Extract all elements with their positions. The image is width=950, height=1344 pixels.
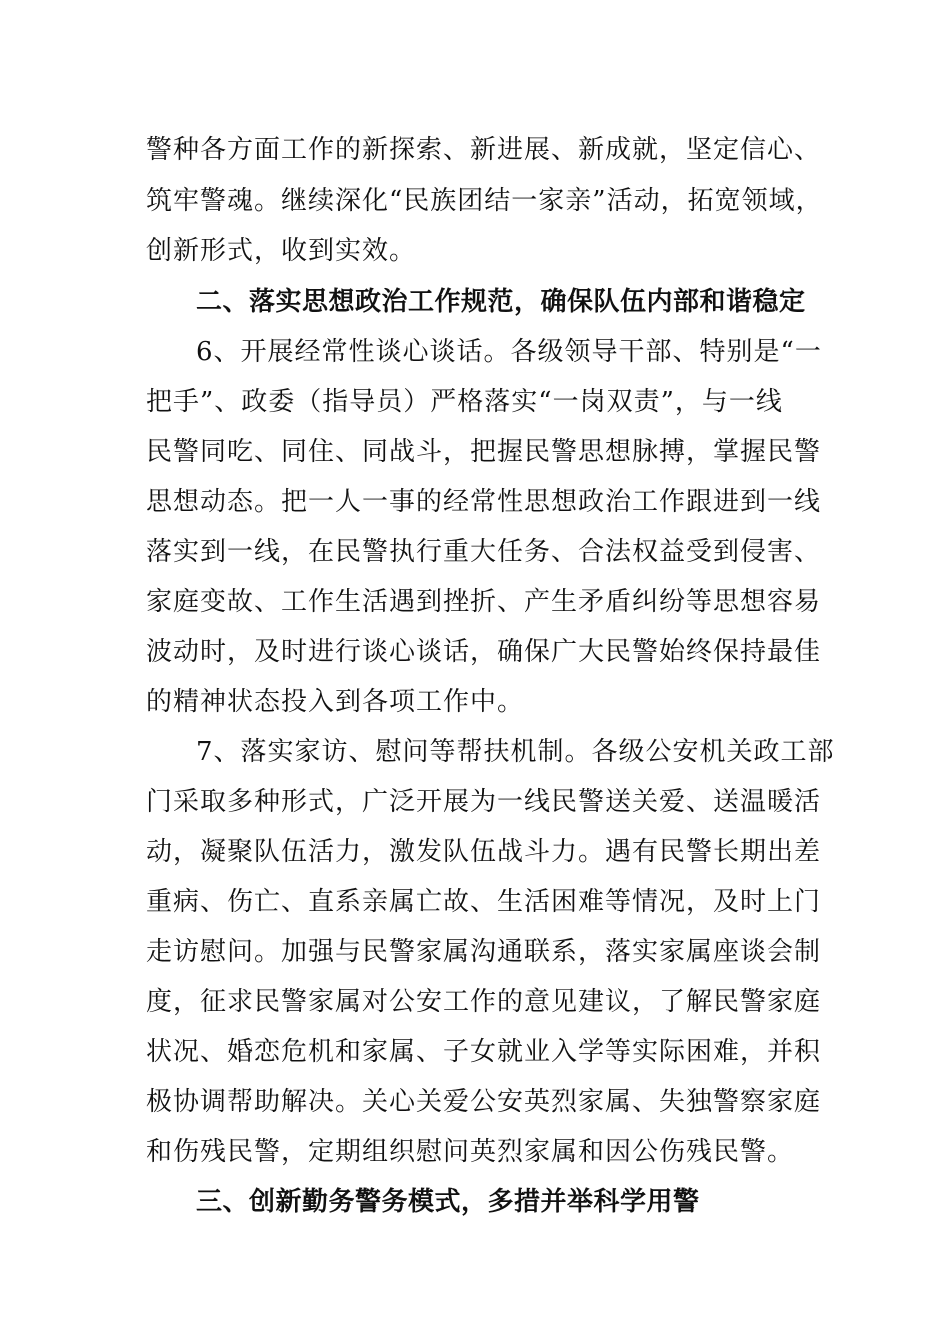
paragraph-line: 警种各方面工作的新探索、新进展、新成就，坚定信心、 [146, 135, 822, 165]
paragraph-line: 走访慰问。加强与民警家属沟通联系，落实家属座谈会制 [146, 937, 822, 967]
paragraph-line: 重病、伤亡、直系亲属亡故、生活困难等情况，及时上门 [146, 887, 822, 917]
section-heading: 三、创新勤务警务模式，多措并举科学用警 [196, 1187, 700, 1217]
paragraph-line: 和伤残民警，定期组织慰问英烈家属和因公伤残民警。 [146, 1137, 795, 1167]
paragraph-line: 极协调帮助解决。关心关爱公安英烈家属、失独警察家庭 [146, 1087, 822, 1117]
paragraph-line: 6、开展经常性谈心谈话。各级领导干部、特别是“一 [196, 337, 822, 367]
paragraph-line: 波动时，及时进行谈心谈话，确保广大民警始终保持最佳 [146, 637, 822, 667]
paragraph-line: 落实到一线，在民警执行重大任务、合法权益受到侵害、 [146, 537, 822, 567]
paragraph-line: 的精神状态投入到各项工作中。 [146, 687, 525, 717]
paragraph-line: 动，凝聚队伍活力，激发队伍战斗力。遇有民警长期出差 [146, 837, 822, 867]
paragraph-line: 家庭变故、工作生活遇到挫折、产生矛盾纠纷等思想容易 [146, 587, 822, 617]
paragraph-line: 创新形式，收到实效。 [146, 236, 417, 266]
paragraph-line: 把手”、政委（指导员）严格落实“一岗双责”，与一线 [146, 387, 783, 417]
paragraph-line: 状况、婚恋危机和家属、子女就业入学等实际困难，并积 [146, 1037, 822, 1067]
section-heading: 二、落实思想政治工作规范，确保队伍内部和谐稳定 [196, 287, 806, 317]
paragraph-line: 门采取多种形式，广泛开展为一线民警送关爱、送温暖活 [146, 787, 822, 817]
paragraph-line: 7、落实家访、慰问等帮扶机制。各级公安机关政工部 [196, 737, 835, 767]
paragraph-line: 思想动态。把一人一事的经常性思想政治工作跟进到一线 [146, 487, 822, 517]
paragraph-line: 民警同吃、同住、同战斗，把握民警思想脉搏，掌握民警 [146, 437, 822, 467]
paragraph-line: 度，征求民警家属对公安工作的意见建议，了解民警家庭 [146, 987, 822, 1017]
paragraph-line: 筑牢警魂。继续深化“民族团结一家亲”活动，拓宽领域， [146, 186, 823, 216]
